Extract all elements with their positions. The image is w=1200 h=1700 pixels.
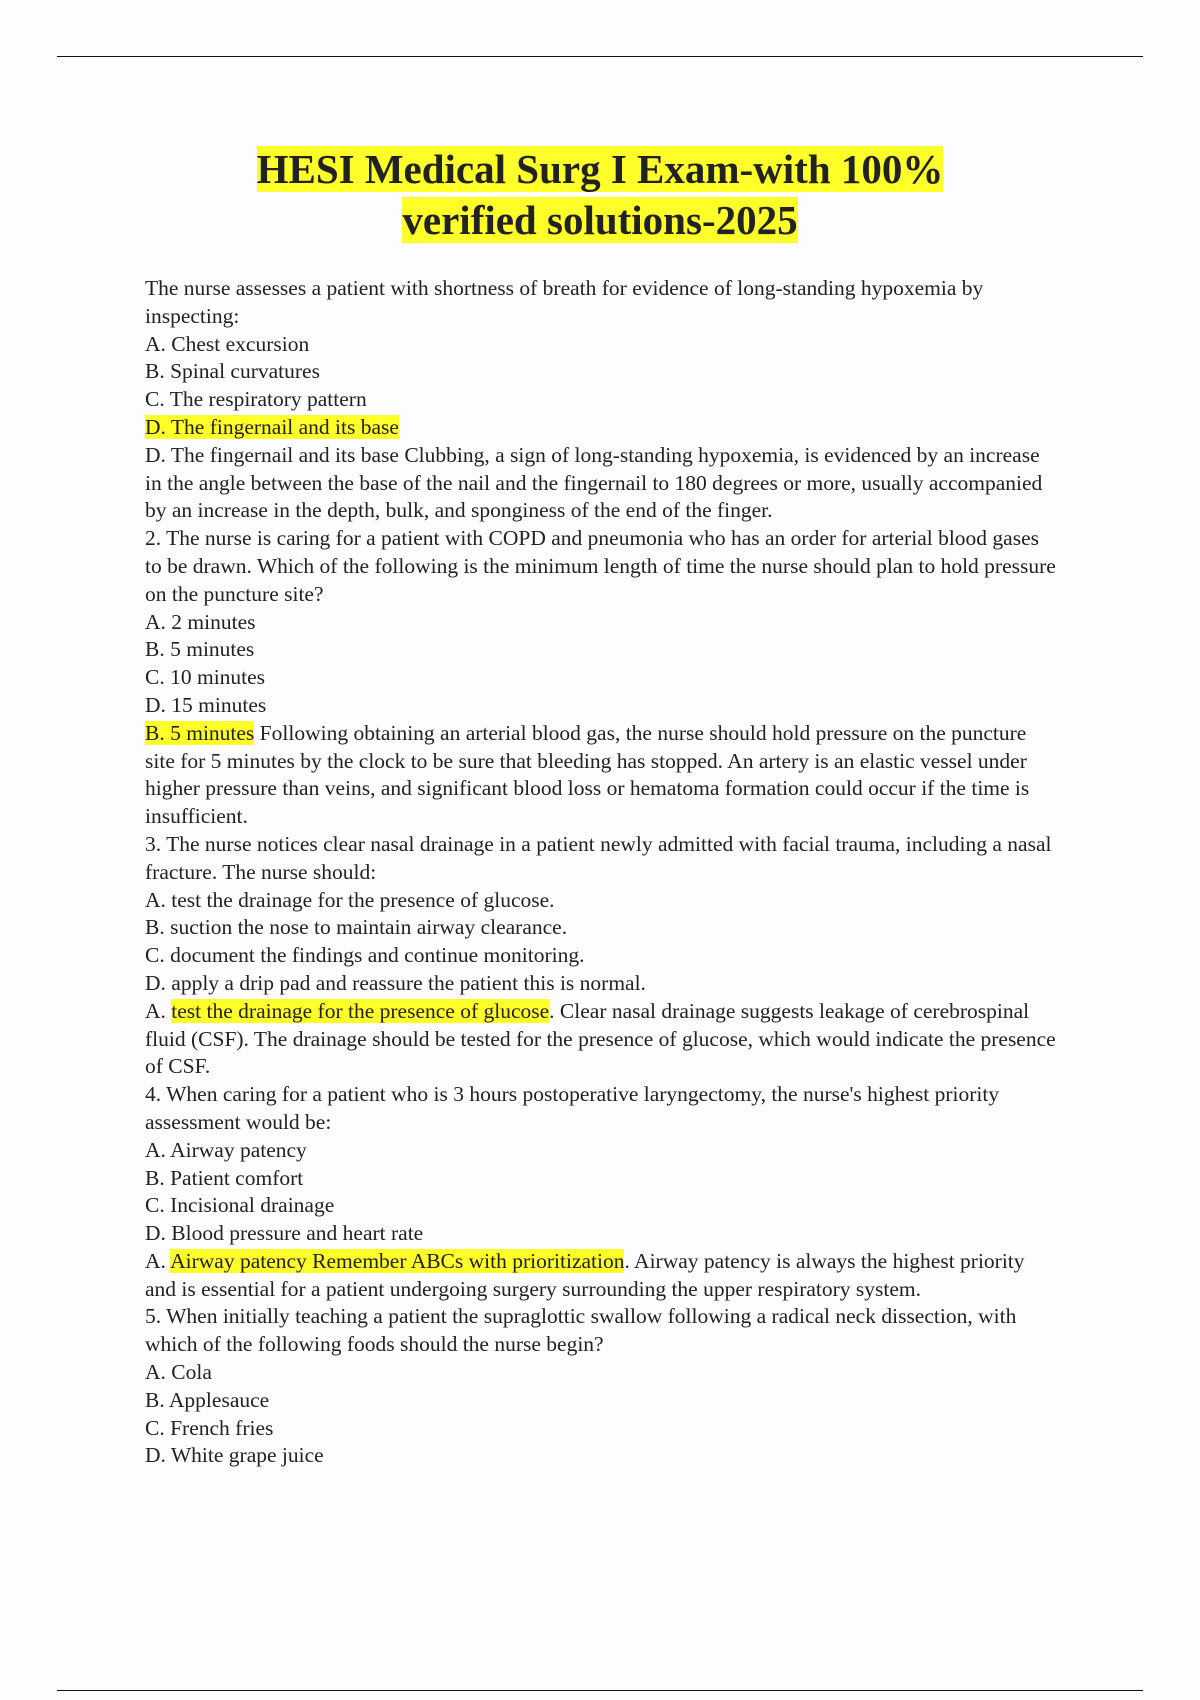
question-2-answer-highlight: B. 5 minutes [145, 720, 255, 745]
question-3-option-b: B. suction the nose to maintain airway clearance. [145, 915, 568, 940]
question-4-answer [145, 1248, 1060, 1304]
question-2-stem: 2. The nurse is caring for a patient with COPD and pneumonia who has an order for arterial blood gases to be drawn. Which of the following is the minimum length of time the nurse should plan to hold pressure on the puncture site? [145, 526, 1056, 606]
question-1-stem: The nurse assesses a patient with shortness of breath for evidence of long-standing hypoxemia by inspecting: [145, 276, 984, 328]
question-4-stem: 4. When caring for a patient who is 3 hours postoperative laryngectomy, the nurse's highest priority assessment would be: [145, 1082, 1000, 1134]
question-3-option-a: A. test the drainage for the presence of glucose. [145, 887, 555, 912]
question-5-stem: 5. When initially teaching a patient the supraglottic swallow following a radical neck dissection, with which of the following foods should the nurse begin? [145, 1304, 1017, 1357]
question-5-option-a: A. Cola [145, 1360, 212, 1385]
top-rule [57, 56, 1143, 57]
title-line-1: HESI Medical Surg I Exam-with 100% [256, 146, 944, 192]
question-1-answer: D. The fingernail and its base Clubbing, a sign of long-standing hypoxemia, is evidenced by an increase in the angle between the base of the nail and the fingernail to 180 degrees or more, usually accompanied by an increase in the depth, bulk, and sponginess of the end of the finger. [145, 442, 1043, 523]
question-5-option-c: C. French fries [145, 1415, 274, 1440]
question-4-answer-highlight: Airway patency Remember ABCs with prioritization [170, 1248, 625, 1273]
question-3-answer-rationale: . Clear nasal drainage suggests leakage of cerebrospinal fluid (CSF). The drainage should be tested for the presence of glucose, which would indicate the presence of CSF. [145, 998, 1056, 1079]
question-1-option-b: B. Spinal curvatures [145, 359, 320, 384]
question-3-answer [145, 998, 1060, 1081]
question-4-answer-prefix: A. [145, 1248, 171, 1273]
question-2-answer [145, 720, 1060, 831]
question-3-stem: 3. The nurse notices clear nasal drainage in a patient newly admitted with facial trauma, including a nasal fracture. The nurse should: [145, 831, 1052, 884]
question-3-answer-prefix: A. [145, 998, 172, 1023]
bottom-rule [57, 1690, 1143, 1691]
question-4-option-a: A. Airway patency [145, 1137, 307, 1162]
question-2-option-c: C. 10 minutes [145, 665, 266, 690]
question-1-option-a: A. Chest excursion [145, 331, 310, 356]
question-4-option-b: B. Patient comfort [145, 1165, 304, 1190]
title-line-2: verified solutions-2025 [402, 197, 798, 243]
question-5-option-d: D. White grape juice [145, 1443, 324, 1468]
question-2-answer-rationale: Following obtaining an arterial blood gas, the nurse should hold pressure on the puncture site for 5 minutes by the clock to be sure that bleeding has stopped. An artery is an elastic vessel under higher pressure than veins, and significant blood loss or hematoma formation could occur if the time is insufficient. [145, 720, 1030, 829]
question-2-option-b: B. 5 minutes [145, 637, 255, 662]
question-4-answer-rationale: . Airway patency is always the highest priority and is essential for a patient undergoing surgery surrounding the upper respiratory system. [145, 1248, 1025, 1301]
question-3-option-c: C. document the findings and continue monitoring. [145, 943, 585, 968]
question-1-option-d-highlight: D. The fingernail and its base [145, 414, 399, 439]
document-body [145, 275, 1060, 1470]
question-4-option-c: C. Incisional drainage [145, 1193, 335, 1218]
question-5-option-b: B. Applesauce [145, 1387, 270, 1412]
question-2-option-d: D. 15 minutes [145, 692, 267, 717]
question-3-option-d: D. apply a drip pad and reassure the patient this is normal. [145, 970, 646, 995]
question-4-option-d: D. Blood pressure and heart rate [145, 1221, 424, 1246]
question-3-answer-highlight: test the drainage for the presence of glucose [171, 998, 550, 1023]
document-title [140, 144, 1060, 246]
question-1-option-d [145, 414, 1060, 442]
question-2-option-a: A. 2 minutes [145, 609, 256, 634]
question-1-option-c: C. The respiratory pattern [145, 387, 367, 412]
